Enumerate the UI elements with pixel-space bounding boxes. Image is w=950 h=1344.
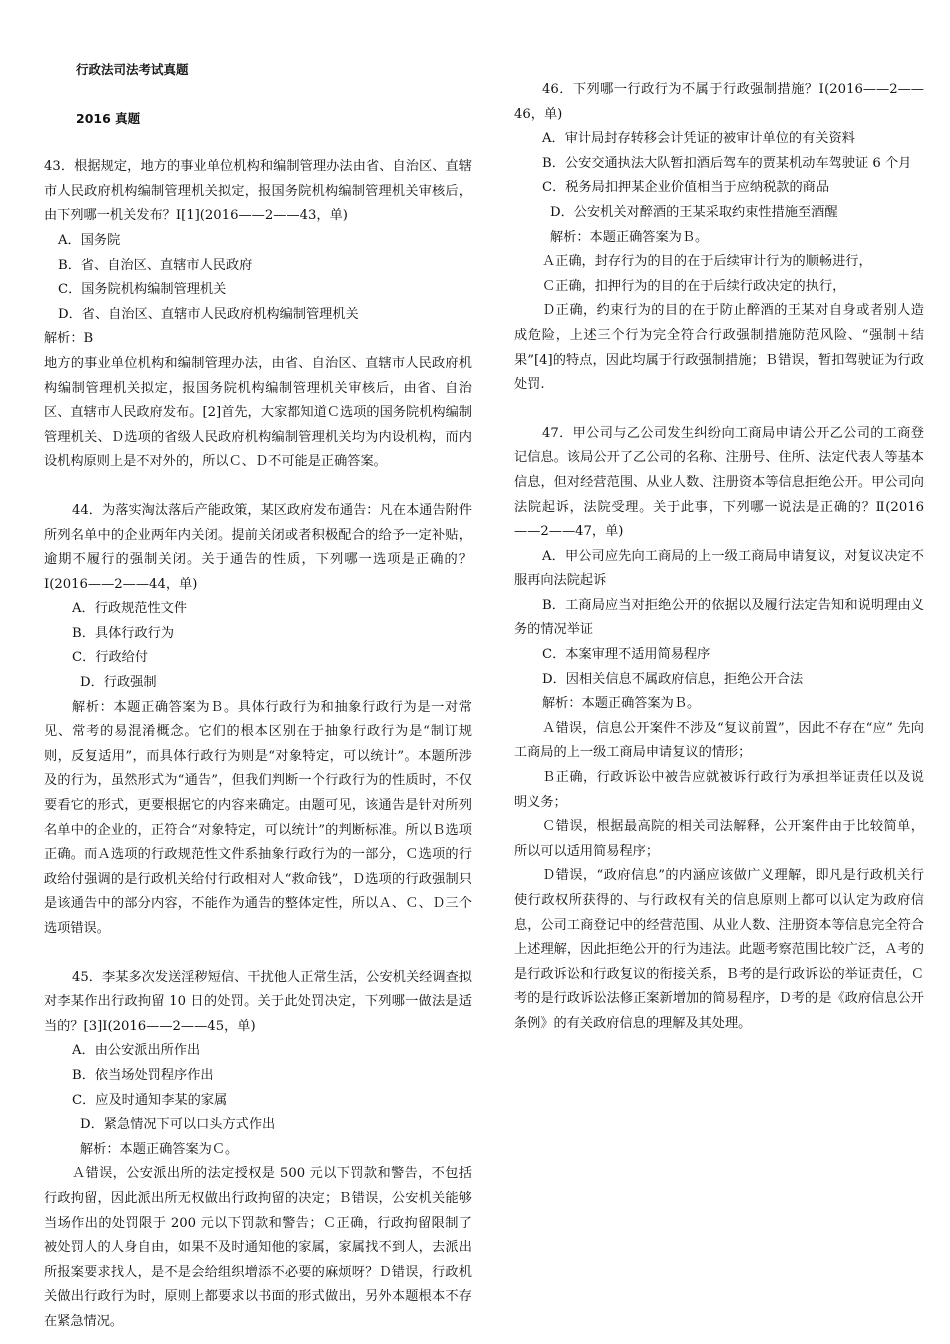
- q45-analysis: Ａ错误，公安派出所的法定授权是 500 元以下罚款和警告，不包括行政拘留，因此派出所无权做出行政拘留的决定；Ｂ错误，公安机关能够当场作出的处罚限于 200 元以下罚款和警告；Ｃ正确，行政拘留限制了被处罚人的人身自由，如果不及时通知他的家属，家属找不到人，去派出所报案要求找人，是不是会给组织增添不必要的麻烦呀？Ｄ错误，行政机关做出行政行为时，原则上都要求以书面的形式做出，另外本题根本不存在紧急情况。: [44, 1166, 472, 1329]
- q47-option-a: A．甲公司应先向工商局的上一级工商局申请复议，对复议决定不服再向法院起诉: [514, 548, 924, 589]
- document-title: 行政法司法考试真题: [76, 62, 189, 77]
- q44-option-c: C．行政给付: [72, 650, 149, 666]
- q47-option-c: C．本案审理不适用简易程序: [542, 647, 711, 663]
- q47-answer: 解析：本题正确答案为Ｂ。: [542, 696, 701, 712]
- q43-option-b: B．省、自治区、直辖市人民政府: [58, 257, 253, 273]
- q46-option-c: C．税务局扣押某企业价值相当于应纳税款的商品: [542, 180, 830, 196]
- q45-option-a: A．由公安派出所作出: [72, 1043, 201, 1059]
- q46-analysis-c: Ｃ正确，扣押行为的目的在于后续行政决定的执行，: [542, 278, 846, 294]
- q47-option-d: D．因相关信息不属政府信息，拒绝公开合法: [542, 671, 804, 687]
- q44-option-d: D．行政强制: [80, 675, 157, 691]
- q46-option-a: A．审计局封存转移会计凭证的被审计单位的有关资料: [542, 131, 855, 147]
- q45-answer: 解析：本题正确答案为Ｃ。: [80, 1141, 239, 1157]
- q43-analysis: 地方的事业单位机构和编制管理办法，由省、自治区、直辖市人民政府机构编制管理机关拟定，报国务院机构编制管理机关审核后，由省、自治区、直辖市人民政府发布。[2]首先，大家都知道Ｃ选项的国务院机构编制管理机关、Ｄ选项的省级人民政府机构编制管理机关均为内设机构，而内设机构原则上是不对外的，所以Ｃ、Ｄ不可能是正确答案。: [44, 355, 472, 470]
- q46-analysis-d: Ｄ正确，约束行为的目的在于防止醉酒的王某对自身或者别人造成危险，上述三个行为完全符合行政强制措施防范风险、“强制＋结果”[4]的特点，因此均属于行政强制措施；Ｂ错误，暂扣驾驶证为行政处罚.: [514, 303, 924, 393]
- q43-option-d: D．省、自治区、直辖市人民政府机构编制管理机关: [58, 306, 359, 322]
- q47-analysis-a: Ａ错误，信息公开案件不涉及“复议前置”，因此不存在“应” 先向工商局的上一级工商局申请复议的情形；: [514, 720, 924, 761]
- q47-analysis-c: Ｃ错误，根据最高院的相关司法解释，公开案件由于比较简单，所以可以适用简易程序；: [514, 819, 924, 859]
- q46-option-b: B．公安交通执法大队暂扣酒后驾车的贾某机动车驾驶证 6 个月: [542, 155, 912, 171]
- right-column: [514, 68, 924, 1037]
- q46-answer: 解析：本题正确答案为Ｂ。: [550, 229, 709, 245]
- left-column: [44, 58, 472, 1335]
- q44-option-b: B．具体行政行为: [72, 625, 175, 641]
- q46-option-d: D．公安机关对醉酒的王某采取约束性措施至酒醒: [550, 204, 838, 220]
- q47-analysis-b: Ｂ正确，行政诉讼中被告应就被诉行政行为承担举证责任以及说明义务；: [514, 770, 924, 810]
- q47-option-b: B．工商局应当对拒绝公开的依据以及履行法定告知和说明理由义务的情况举证: [514, 597, 924, 638]
- q46-stem: 46．下列哪一行政行为不属于行政强制措施？Ⅰ(2016——2——46，单): [514, 82, 924, 122]
- q43-option-c: C．国务院机构编制管理机关: [58, 282, 227, 298]
- q45-option-d: D．紧急情况下可以口头方式作出: [80, 1117, 276, 1133]
- q43-answer: 解析：B: [44, 331, 94, 347]
- q47-stem: 47．甲公司与乙公司发生纠纷向工商局申请公开乙公司的工商登记信息。该局公开了乙公司的名称、注册号、住所、法定代表人等基本信息，但对经营范围、从业人数、注册资本等信息拒绝公开。甲公司向法院起诉，法院受理。关于此事，下列哪一说法是正确的？Ⅱ(2016——2——47，单): [514, 425, 924, 540]
- q45-option-c: C．应及时通知李某的家属: [72, 1092, 228, 1108]
- q46-analysis-a: Ａ正确，封存行为的目的在于后续审计行为的顺畅进行，: [542, 254, 872, 270]
- q47-analysis-d: Ｄ错误，“政府信息”的内涵应该做广义理解，即凡是行政机关行使行政权所获得的、与行政权有关的信息原则上都可以认定为政府信息，公司工商登记中的经营范围、从业人数、注册资本等信息完全符合上述理解，因此拒绝公开的行为违法。此题考察范围比较广泛，Ａ考的是行政诉讼和行政复议的衔接关系，Ｂ考的是行政诉讼的举证责任，Ｃ考的是行政诉讼法修正案新增加的简易程序，Ｄ考的是《政府信息公开条例》的有关政府信息的理解及其处理。: [514, 868, 924, 1031]
- q43-option-a: A．国务院: [58, 232, 121, 248]
- q44-option-a: A．行政规范性文件: [72, 601, 188, 617]
- q44-stem: 44．为落实淘汰落后产能政策，某区政府发布通告：凡在本通告附件所列名单中的企业两年内关闭。提前关闭或者积极配合的给予一定补贴，逾期不履行的强制关闭。关于通告的性质，下列哪一选项是正确的？Ⅰ(2016——2——44，单): [44, 502, 472, 592]
- q44-analysis: 解析：本题正确答案为Ｂ。具体行政行为和抽象行政行为是一对常见、常考的易混淆概念。它们的根本区别在于抽象行政行为是“制订规则，反复适用”，而具体行政行为则是“对象特定，可以统计”。本题所涉及的行为，虽然形式为“通告”，但我们判断一个行政行为的性质时，不仅要看它的形式，更要根据它的内容来确定。由题可见，该通告是针对所列名单中的企业的，正符合“对象特定，可以统计”的判断标准。所以Ｂ选项正确。而Ａ选项的行政规范性文件系抽象行政行为的一部分，Ｃ选项的行政给付强调的是行政机关给付行政相对人“救命钱”，Ｄ选项的行政强制只是该通告中的部分内容，不能作为通告的整体定性，所以Ａ、Ｃ、Ｄ三个选项错误。: [44, 699, 472, 936]
- q45-option-b: B．依当场处罚程序作出: [72, 1067, 214, 1083]
- q43-stem: 43．根据规定，地方的事业单位机构和编制管理办法由省、自治区、直辖市人民政府机构编制管理机关拟定，报国务院机构编制管理机关审核后，由下列哪一机关发布？Ⅰ[1](2016——2——43，单): [44, 159, 472, 224]
- q45-stem: 45．李某多次发送淫秽短信、干扰他人正常生活，公安机关经调查拟对李某作出行政拘留 10 日的处罚。关于此处罚决定，下列哪一做法是适当的？[3]Ⅰ(2016——2——45，单): [44, 969, 472, 1034]
- year-heading: 2016 真题: [76, 110, 141, 126]
